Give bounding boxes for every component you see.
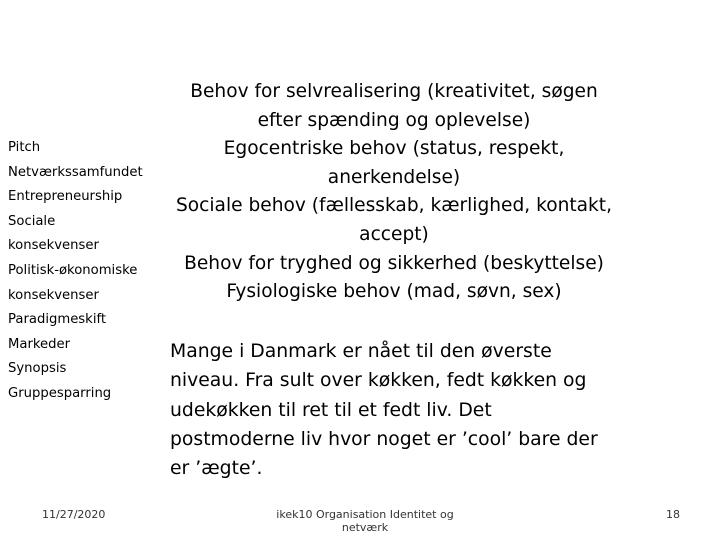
sidebar-item: Paradigmeskift (8, 312, 107, 328)
footer-title: ikek10 Organisation Identitet og netværk (276, 508, 454, 534)
sidebar-item: Synopsis (8, 361, 67, 377)
sidebar-item: Politisk-økonomiske (8, 262, 138, 278)
slide-number: 18 (666, 508, 680, 521)
needs-line: Egocentriske behov (status, respekt, (223, 138, 565, 160)
needs-line: accept) (359, 223, 429, 245)
needs-line: Fysiologiske behov (mad, søvn, sex) (226, 281, 562, 303)
needs-line: efter spænding og oplevelse) (257, 109, 531, 131)
needs-hierarchy-text (164, 78, 624, 307)
sidebar-item: Gruppesparring (8, 385, 112, 401)
sidebar-item: Entrepreneurship (8, 189, 123, 205)
sidebar-item: konsekvenser (8, 287, 99, 303)
sidebar-item: Sociale (8, 213, 56, 229)
needs-line: anerkendelse) (327, 166, 461, 188)
sidebar-item: konsekvenser (8, 238, 99, 254)
sidebar-item: Netværkssamfundet (8, 164, 143, 180)
needs-line: Sociale behov (fællesskab, kærlighed, kontakt, (175, 195, 613, 217)
needs-line: Behov for tryghed og sikkerhed (beskyttelse) (184, 252, 604, 274)
needs-line: Behov for selvrealisering (kreativitet, søgen (190, 81, 598, 102)
body-paragraph: Mange i Danmark er nået til den øverste niveau. Fra sult over køkken, fedt køkken og udekøkken til ret til et fedt liv. Det postmoderne liv hvor noget er ’cool’ bare der er ’ægte’. (170, 341, 598, 480)
sidebar-item: Markeder (8, 336, 71, 352)
sidebar-topic-list (8, 136, 166, 407)
footer-date: 11/27/2020 (42, 508, 106, 521)
sidebar-item: Pitch (8, 140, 41, 155)
